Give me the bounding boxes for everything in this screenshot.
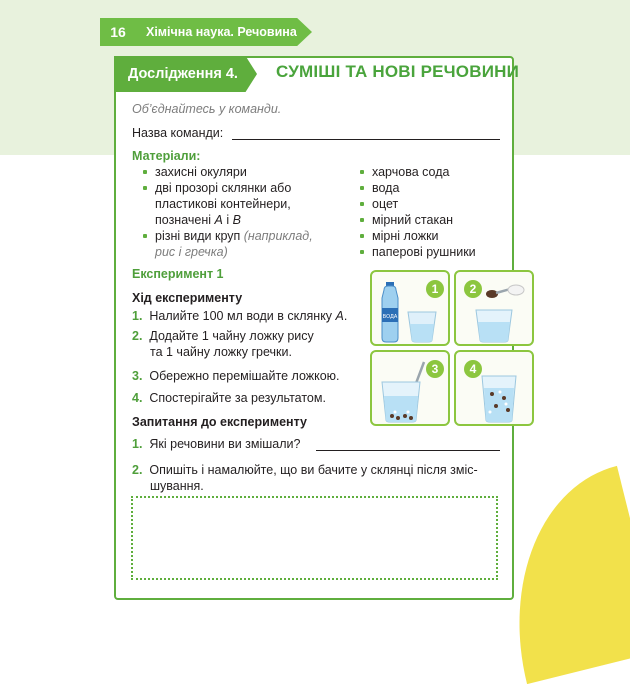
bullet — [143, 186, 147, 190]
study-label: Дослідження 4. — [128, 66, 238, 82]
step-badge: 1 — [426, 280, 444, 298]
material-item: мірні ложки — [372, 229, 439, 243]
bullet — [360, 250, 364, 254]
material-item-cont: позначені А і В — [155, 213, 241, 227]
page-number: 16 — [110, 24, 126, 40]
material-item: паперові рушники — [372, 245, 476, 259]
bullet — [143, 234, 147, 238]
question: 2. Опишіть і намалюйте, що ви бачите у склянці після зміс- — [132, 463, 478, 477]
bullet — [360, 202, 364, 206]
drawing-area[interactable] — [131, 496, 498, 580]
material-item: оцет — [372, 197, 399, 211]
section-title: Хімічна наука. Речовина — [146, 25, 297, 39]
container-mark-b: В — [232, 213, 241, 227]
material-item: захисні окуляри — [155, 165, 247, 179]
procedure-step: 3. Обережно перемішайте ложкою. — [132, 369, 340, 383]
team-name-field[interactable] — [232, 139, 500, 140]
bullet — [360, 218, 364, 222]
team-name-label: Назва команди: — [132, 126, 224, 140]
answer-field[interactable] — [316, 450, 500, 451]
material-item: мірний стакан — [372, 213, 454, 227]
material-item-cont: пластикові контейнери, — [155, 197, 291, 211]
bullet — [360, 186, 364, 190]
instructions-text: Об’єднайтесь у команди. — [132, 102, 282, 116]
experiment-heading: Експеримент 1 — [132, 267, 224, 281]
material-item-note: рис і гречка) — [155, 245, 228, 259]
illustration-3 — [370, 350, 450, 426]
step-badge: 2 — [464, 280, 482, 298]
material-item: різні види круп (наприклад, — [155, 229, 313, 243]
questions-heading: Запитання до експерименту — [132, 415, 307, 429]
bullet — [143, 170, 147, 174]
material-item: дві прозорі склянки або — [155, 181, 292, 195]
container-mark-a: А — [214, 213, 223, 227]
question: 1. Які речовини ви змішали? — [132, 437, 301, 451]
study-title: СУМІШІ ТА НОВІ РЕЧОВИНИ — [276, 62, 520, 81]
illustration-2 — [454, 270, 534, 346]
svg-text:ВОДА: ВОДА — [382, 314, 398, 320]
step-badge: 4 — [464, 360, 482, 378]
question-cont: шування. — [150, 479, 204, 493]
illustration-1 — [370, 270, 450, 346]
material-item: вода — [372, 181, 400, 195]
procedure-step: 4. Спостерігайте за результатом. — [132, 391, 326, 405]
material-item: харчова сода — [372, 165, 450, 179]
procedure-step-cont: та 1 чайну ложку гречки. — [150, 345, 292, 359]
step-badge: 3 — [426, 360, 444, 378]
procedure-step: 2. Додайте 1 чайну ложку рису — [132, 329, 314, 343]
procedure-heading: Хід експерименту — [132, 291, 243, 305]
procedure-step: 1. Налийте 100 мл води в склянку А. — [132, 309, 348, 323]
illustration-4 — [454, 350, 534, 426]
materials-heading: Матеріали: — [132, 149, 201, 163]
bullet — [360, 234, 364, 238]
bullet — [360, 170, 364, 174]
